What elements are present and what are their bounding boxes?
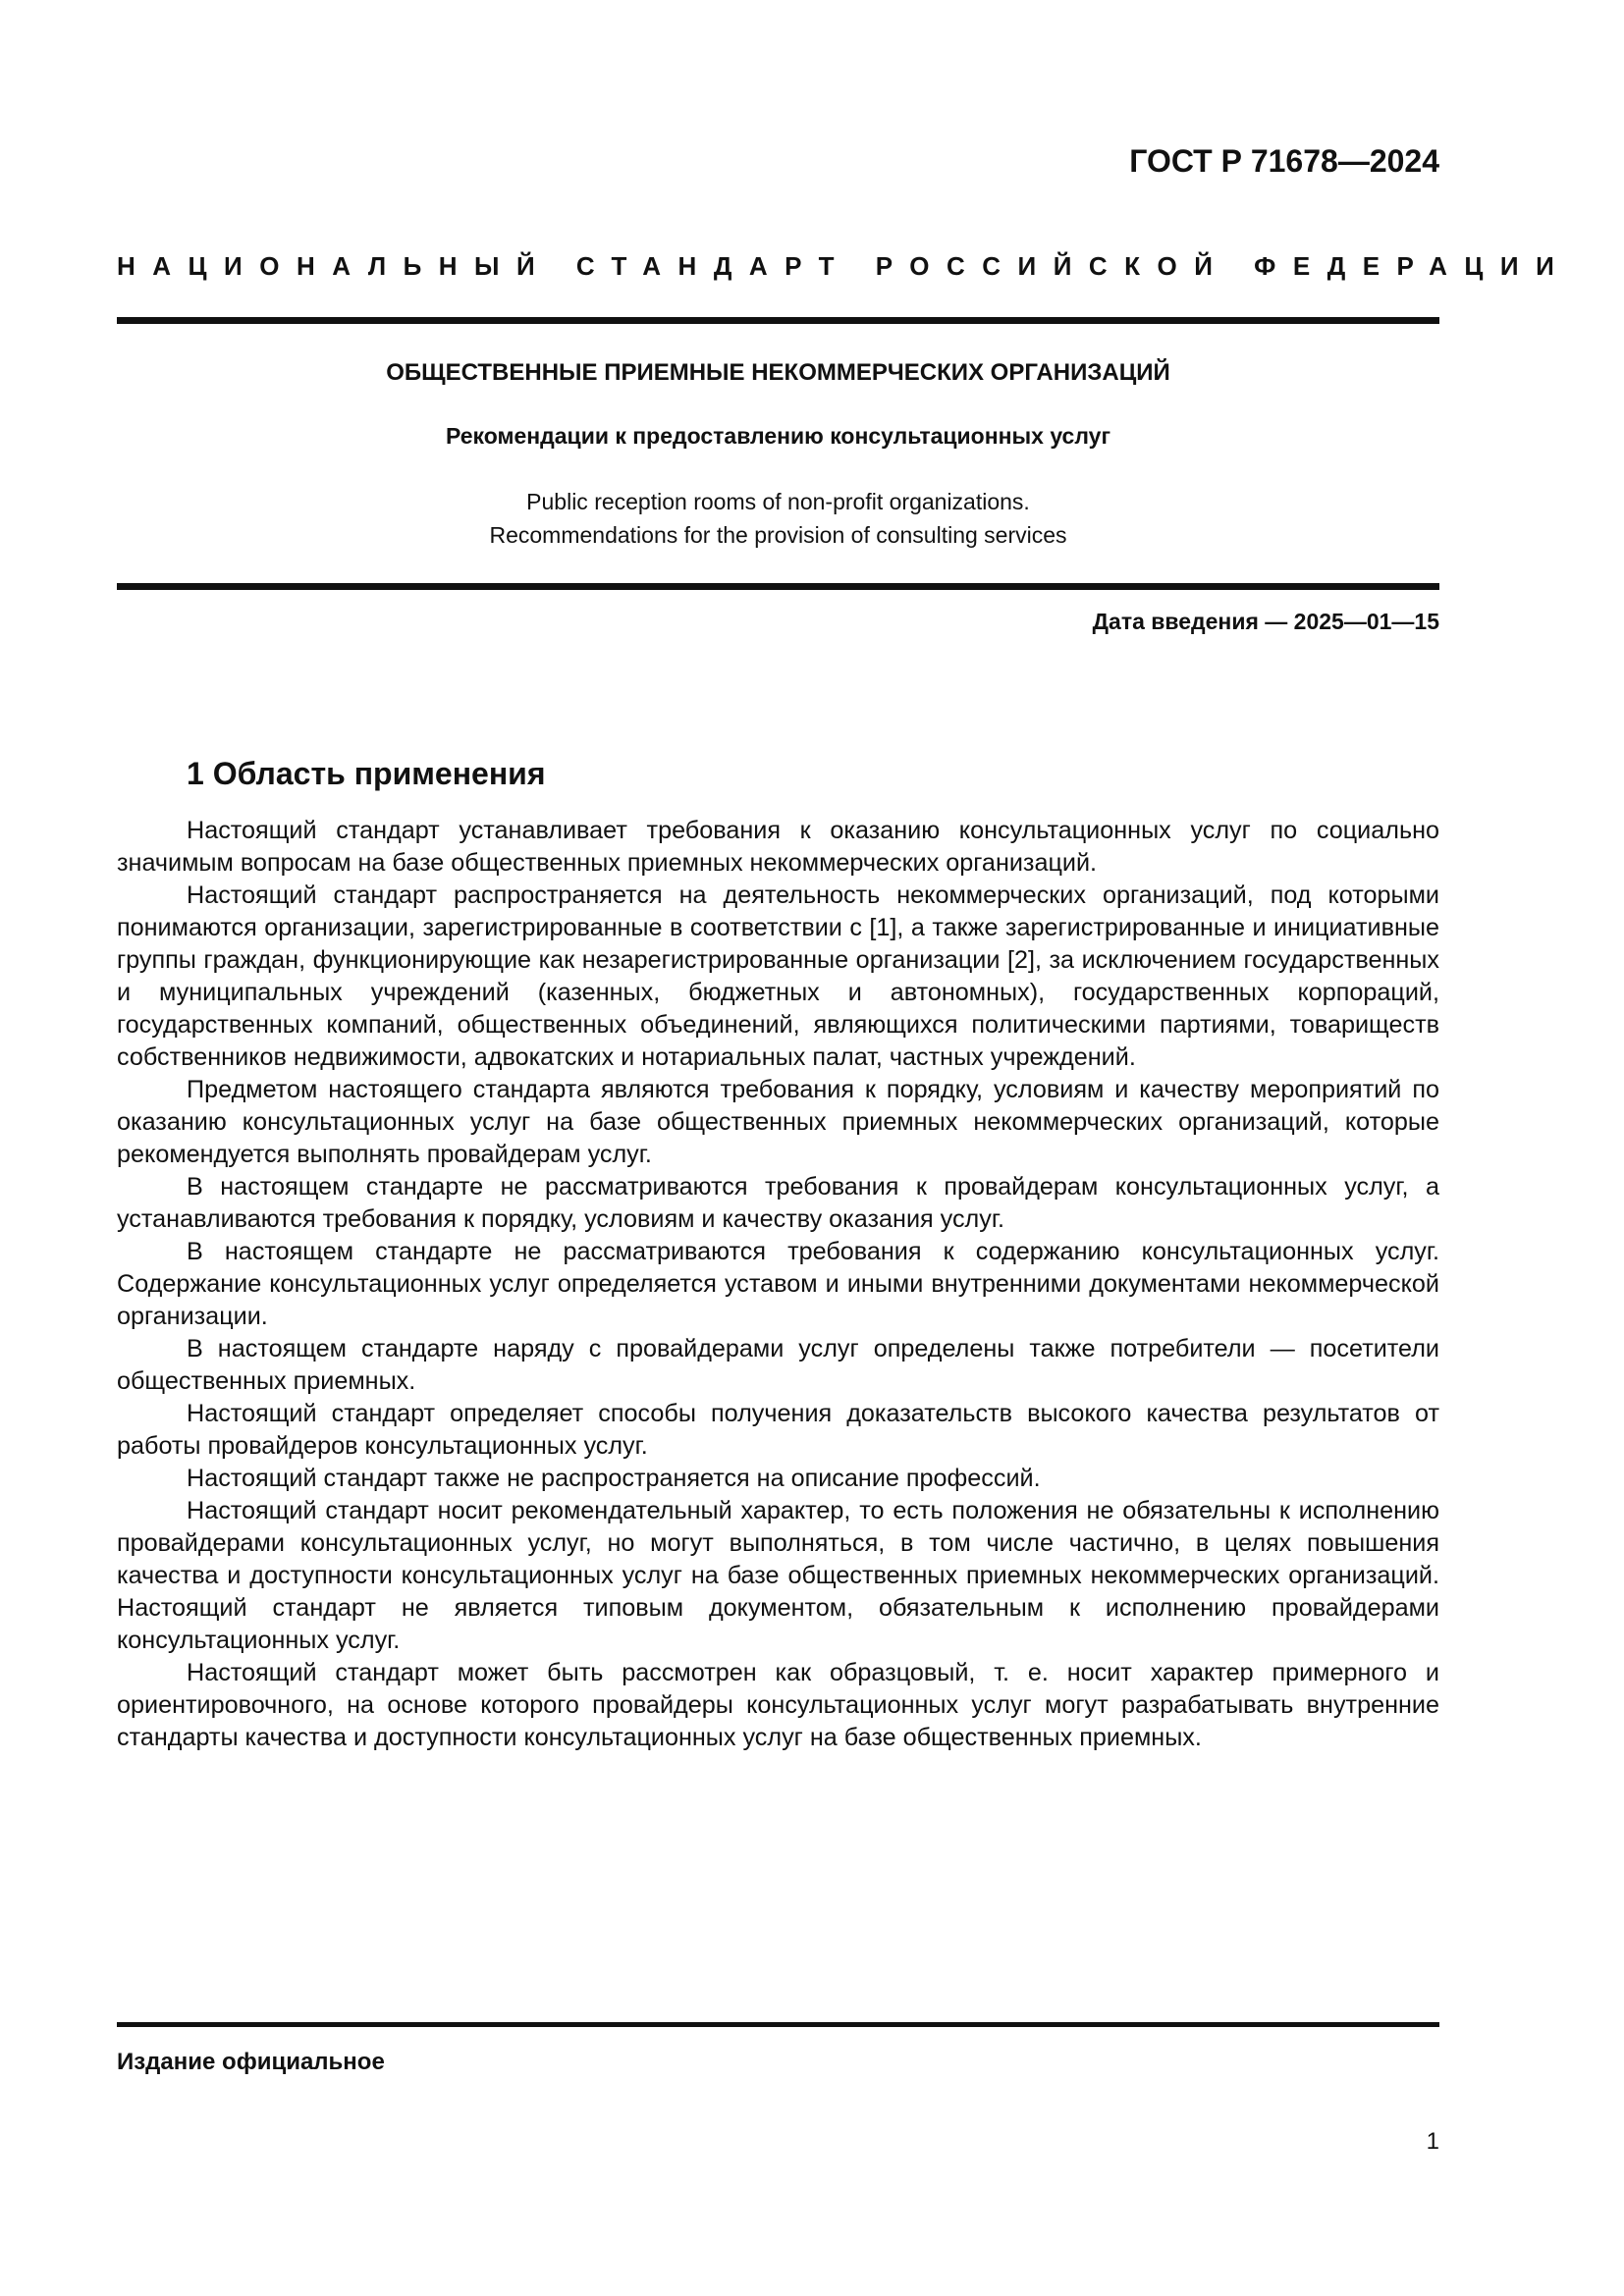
top-divider	[117, 317, 1439, 324]
paragraph: Настоящий стандарт распространяется на деятельность некоммерческих организаций, под которыми понимаются организации, зарегистрированные в соответствии с [1], а также зарегистрированные и инициативные группы граждан, функционирующие как незарегистрированные организации [2], за исключением государственных и муниципальных учреждений (казенных, бюджетных и автономных), государственных корпораций, государственных компаний, общественных объединений, являющихся политическими партиями, товариществ собственников недвижимости, адвокатских и нотариальных палат, частных учреждений.	[117, 881, 1439, 1071]
page-number: 1	[1426, 2128, 1439, 2155]
english-title-line-1: Public reception rooms of non-profit organizations.	[526, 489, 1030, 514]
paragraph: Настоящий стандарт устанавливает требования к оказанию консультационных услуг по социально значимым вопросам на базе общественных приемных некоммерческих организаций.	[117, 817, 1439, 877]
section-heading: 1 Область применения	[187, 756, 546, 791]
paragraph: В настоящем стандарте не рассматриваются требования к провайдерам консультационных услуг, а устанавливаются требования к порядку, условиям и качеству оказания услуг.	[117, 1173, 1439, 1233]
paragraph: В настоящем стандарте не рассматриваются требования к содержанию консультационных услуг. Содержание консультационных услуг определяется уставом и иными внутренними документами некоммерческой организации.	[117, 1238, 1439, 1330]
english-title	[117, 485, 1439, 552]
introduction-date: Дата введения — 2025—01—15	[1092, 609, 1439, 634]
document-subtitle: Рекомендации к предоставлению консультационных услуг	[445, 423, 1111, 449]
paragraph: Настоящий стандарт носит рекомендательный характер, то есть положения не обязательны к исполнению провайдерами консультационных услуг, но могут выполняться, в том числе частично, в целях повышения качества и доступности консультационных услуг на базе общественных приемных некоммерческих организаций. Настоящий стандарт не является типовым документом, обязательным к исполнению провайдерами консультационных услуг.	[117, 1497, 1439, 1654]
edition-label: Издание официальное	[117, 2049, 385, 2075]
paragraph: Предметом настоящего стандарта являются требования к порядку, условиям и качеству мероприятий по оказанию консультационных услуг на базе общественных приемных некоммерческих организаций, которые рекомендуется выполнять провайдерам услуг.	[117, 1076, 1439, 1168]
footer-divider	[117, 2022, 1439, 2027]
english-title-line-2: Recommendations for the provision of consulting services	[489, 522, 1067, 548]
section-body	[117, 815, 1439, 1754]
paragraph: В настоящем стандарте наряду с провайдерами услуг определены также потребители — посетители общественных приемных.	[117, 1335, 1439, 1395]
title-divider	[117, 583, 1439, 590]
paragraph: Настоящий стандарт может быть рассмотрен как образцовый, т. е. носит характер примерного и ориентировочного, на основе которого провайдеры консультационных услуг могут разрабатывать внутренние стандарты качества и доступности консультационных услуг на базе общественных приемных.	[117, 1659, 1439, 1751]
document-title: ОБЩЕСТВЕННЫЕ ПРИЕМНЫЕ НЕКОММЕРЧЕСКИХ ОРГАНИЗАЦИЙ	[386, 359, 1170, 386]
paragraph: Настоящий стандарт также не распространяется на описание профессий.	[187, 1465, 1041, 1492]
paragraph: Настоящий стандарт определяет способы получения доказательств высокого качества результатов от работы провайдеров консультационных услуг.	[117, 1400, 1439, 1460]
national-standard-label: НАЦИОНАЛЬНЫЙ СТАНДАРТ РОССИЙСКОЙ ФЕДЕРАЦИИ	[117, 251, 1572, 281]
document-number: ГОСТ Р 71678—2024	[1129, 143, 1439, 179]
